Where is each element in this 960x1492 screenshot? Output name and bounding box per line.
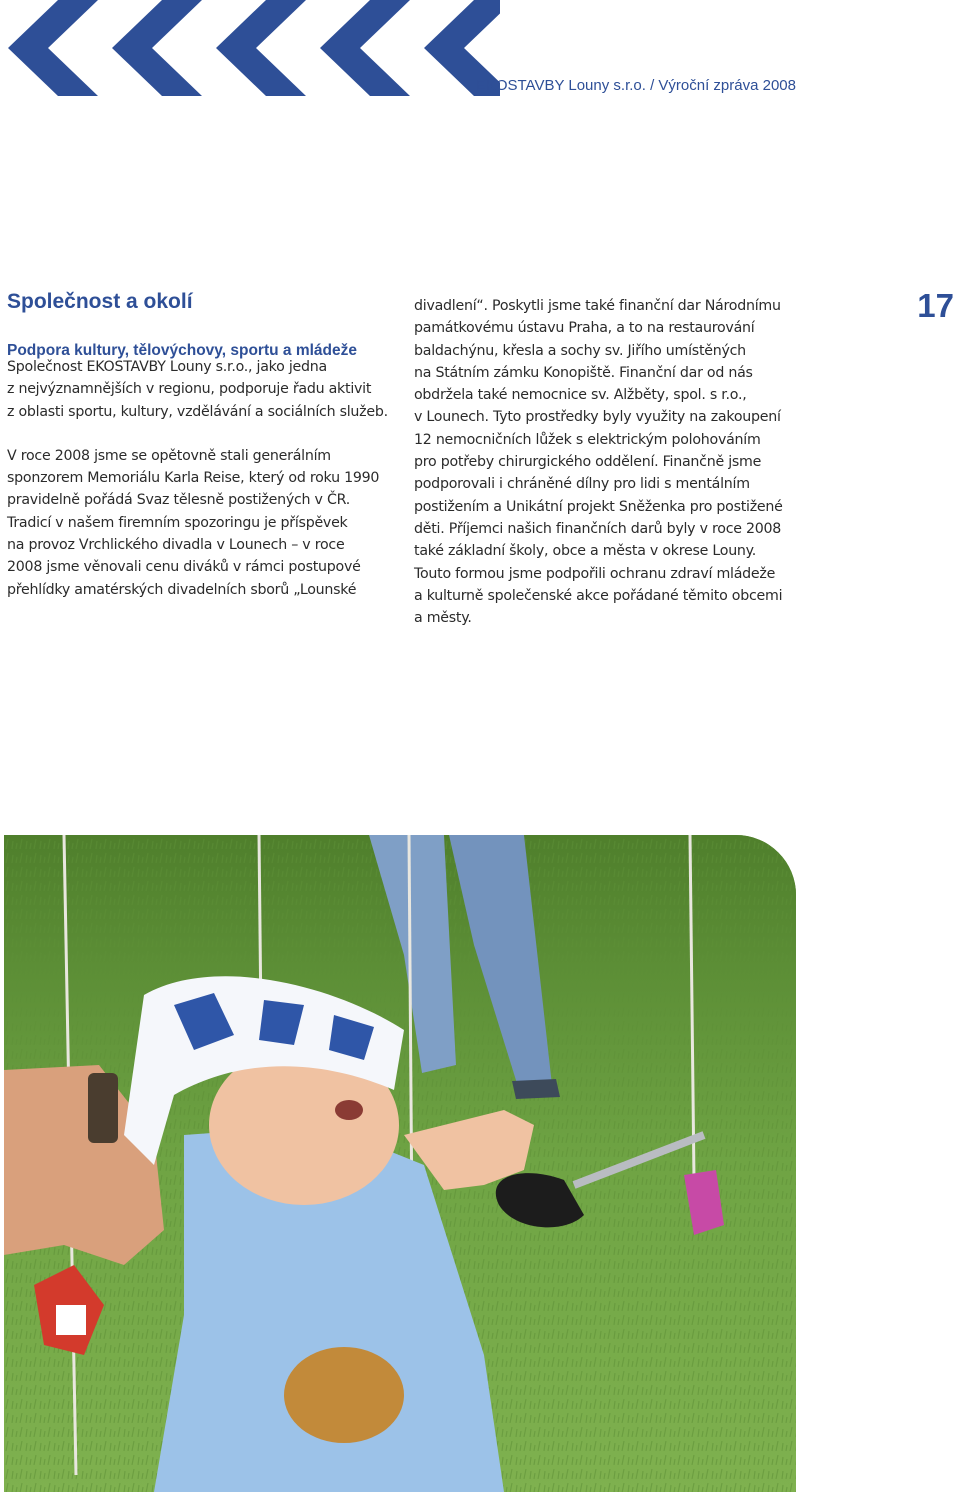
child-mouth	[335, 1100, 363, 1120]
text-line: z nejvýznamnějších v regionu, podporuje řadu aktivit	[7, 381, 372, 398]
chevron-1	[8, 0, 98, 96]
left-text-column	[7, 356, 387, 601]
text-line: pravidelně pořádá Svaz tělesně postižených v ČR.	[7, 492, 350, 509]
text-line: na provoz Vrchlického divadla v Lounech – v roce	[7, 537, 345, 554]
event-photo-illustration	[4, 835, 796, 1492]
text-line: V roce 2008 jsme se opětovně stali generálním	[7, 447, 331, 464]
text-line: pro potřeby chirurgického oddělení. Finančně jsme	[414, 454, 762, 471]
text-line: baldachýnu, křesla a sochy sv. Jiřího umístěných	[414, 342, 746, 359]
candy-tag	[56, 1305, 86, 1335]
text-line: 12 nemocničních lůžek s elektrickým polohováním	[414, 431, 761, 448]
section-subheading: Podpora kultury, tělovýchovy, sportu a mládeže	[7, 342, 357, 359]
page-number: 17	[917, 287, 954, 324]
text-line: sponzorem Memoriálu Karla Reise, který od roku 1990	[7, 470, 380, 487]
text-line: divadlení“. Poskytli jsme také finanční dar Národnímu	[414, 298, 781, 314]
text-line: Společnost EKOSTAVBY Louny s.r.o., jako jedna	[7, 359, 327, 375]
text-line: postižením a Unikátní projekt Sněženka pro postižené	[414, 498, 783, 515]
text-line: podporovali i chráněné dílny pro lidi s mentálním	[414, 476, 750, 493]
event-photo	[4, 835, 796, 1492]
wristwatch	[88, 1073, 118, 1143]
chevron-3	[216, 0, 306, 96]
paragraph-donations	[414, 295, 814, 629]
text-line: děti. Příjemci našich finančních darů byly v roce 2008	[414, 520, 782, 537]
chevron-4	[320, 0, 410, 96]
text-line: památkovému ústavu Praha, a to na restaurování	[414, 320, 755, 337]
adult-shoe	[512, 1079, 560, 1099]
text-line: Touto formou jsme podpořili ochranu zdraví mládeže	[414, 565, 776, 582]
text-line: v Lounech. Tyto prostředky byly využity na zakoupení	[414, 409, 781, 426]
section-title: Společnost a okolí	[7, 290, 193, 313]
text-line: obdržela také nemocnice sv. Alžběty, spol. s r.o.,	[414, 387, 747, 404]
text-line: přehlídky amatérských divadelních sborů „Lounské	[7, 581, 357, 598]
right-text-column	[414, 295, 814, 629]
text-line: a kulturně společenské akce pořádané těmito obcemi	[414, 587, 783, 604]
text-line: na Státním zámku Konopiště. Finanční dar od nás	[414, 364, 753, 381]
shirt-print	[284, 1347, 404, 1443]
text-line: z oblasti sportu, kultury, vzdělávání a sociálních služeb.	[7, 403, 388, 420]
document-header: EKOSTAVBY Louny s.r.o. / Výroční zpráva 2008	[475, 77, 796, 94]
text-line: také základní školy, obce a města v okrese Louny.	[414, 543, 757, 560]
paragraph-intro	[7, 356, 387, 423]
text-line: a městy.	[414, 610, 472, 627]
paragraph-sponsorship	[7, 445, 387, 601]
text-line: 2008 jsme věnovali cenu diváků v rámci postupové	[7, 559, 361, 576]
text-line: Tradicí v našem firemním spozoringu je příspěvek	[7, 514, 348, 531]
chevron-2	[112, 0, 202, 96]
header-chevrons-graphic	[0, 0, 500, 100]
